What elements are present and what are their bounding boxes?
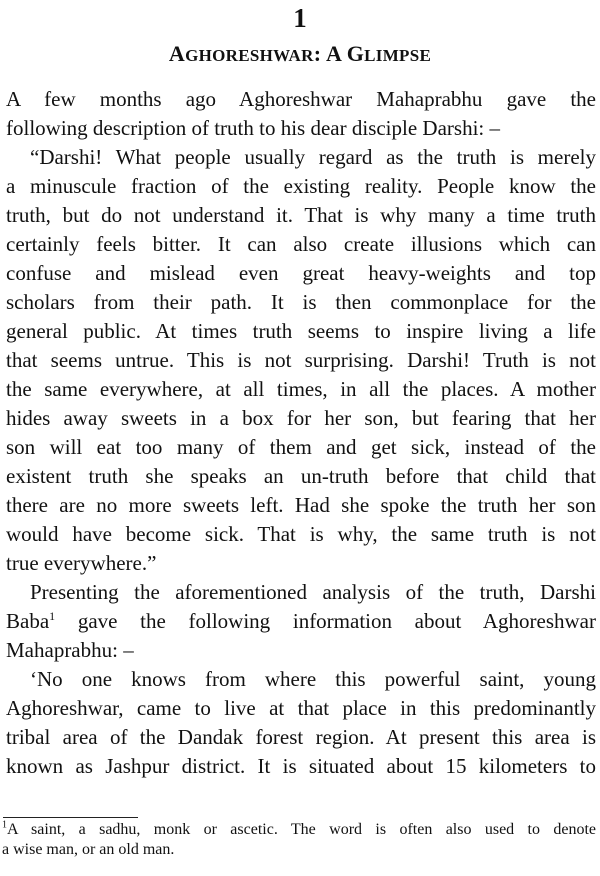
- body-text: [6, 85, 596, 781]
- text-line: tribal area of the Dandak forest region. At present this area is: [6, 725, 596, 749]
- chapter-number: 1: [293, 3, 307, 33]
- title-cap: A: [321, 41, 341, 66]
- title-cap: :: [313, 41, 322, 66]
- text-line: Mahaprabhu: –: [6, 638, 134, 662]
- text-fragment: gave the following information about Aghoreshwar: [55, 609, 596, 633]
- chapter-title: [0, 40, 600, 70]
- text-line: would have become sick. That is why, the same truth is not: [6, 522, 596, 546]
- text-line: [6, 607, 596, 636]
- text-line: that seems untrue. This is not surprising. Darshi! Truth is not: [6, 348, 596, 372]
- text-line: there are no more sweets left. Had she spoke the truth her son: [6, 493, 596, 517]
- text-line: known as Jashpur district. It is situated about 15 kilometers to: [6, 754, 596, 778]
- text-line: existent truth she speaks an un-truth before that child that: [6, 464, 596, 488]
- text-line: a minuscule fraction of the existing reality. People know the: [6, 174, 596, 198]
- text-line: confuse and mislead even great heavy-weights and top: [6, 261, 596, 285]
- footnote-ref: 1: [49, 609, 56, 623]
- text-line: hides away sweets in a box for her son, but fearing that her: [6, 406, 596, 430]
- title-cap: G: [340, 41, 365, 66]
- footnote-text: A saint, a sadhu, monk or ascetic. The word is often also used to denote: [7, 821, 596, 838]
- text-line: general public. At times truth seems to inspire living a life: [6, 319, 596, 343]
- footnote-divider: [3, 817, 138, 818]
- footnote-marker: 1: [2, 819, 7, 831]
- text-line: truth, but do not understand it. That is why many a time truth: [6, 203, 596, 227]
- text-line: following description of truth to his dear disciple Darshi: –: [6, 116, 500, 140]
- title-cap: A: [168, 41, 186, 66]
- text-fragment: Baba: [6, 609, 50, 633]
- text-line: scholars from their path. It is then commonplace for the: [6, 290, 596, 314]
- text-line: ‘No one knows from where this powerful saint, young: [30, 667, 596, 691]
- text-line: Aghoreshwar, came to live at that place in this predominantly: [6, 696, 596, 720]
- footnote-line: [2, 820, 596, 840]
- title-smallcaps: LIMPSE: [364, 46, 432, 65]
- text-line: the same everywhere, at all times, in all the places. A mother: [6, 377, 596, 401]
- footnotes: [2, 820, 596, 860]
- title-smallcaps: GHORESHWAR: [185, 46, 314, 65]
- text-line: true everywhere.”: [6, 551, 157, 575]
- footnote-line: a wise man, or an old man.: [2, 841, 175, 858]
- text-line: A few months ago Aghoreshwar Mahaprabhu gave the: [6, 87, 596, 111]
- text-line: son will eat too many of them and get sick, instead of the: [6, 435, 596, 459]
- text-line: “Darshi! What people usually regard as the truth is merely: [30, 145, 596, 169]
- text-line: certainly feels bitter. It can also create illusions which can: [6, 232, 596, 256]
- text-line: Presenting the aforementioned analysis of the truth, Darshi: [30, 580, 596, 604]
